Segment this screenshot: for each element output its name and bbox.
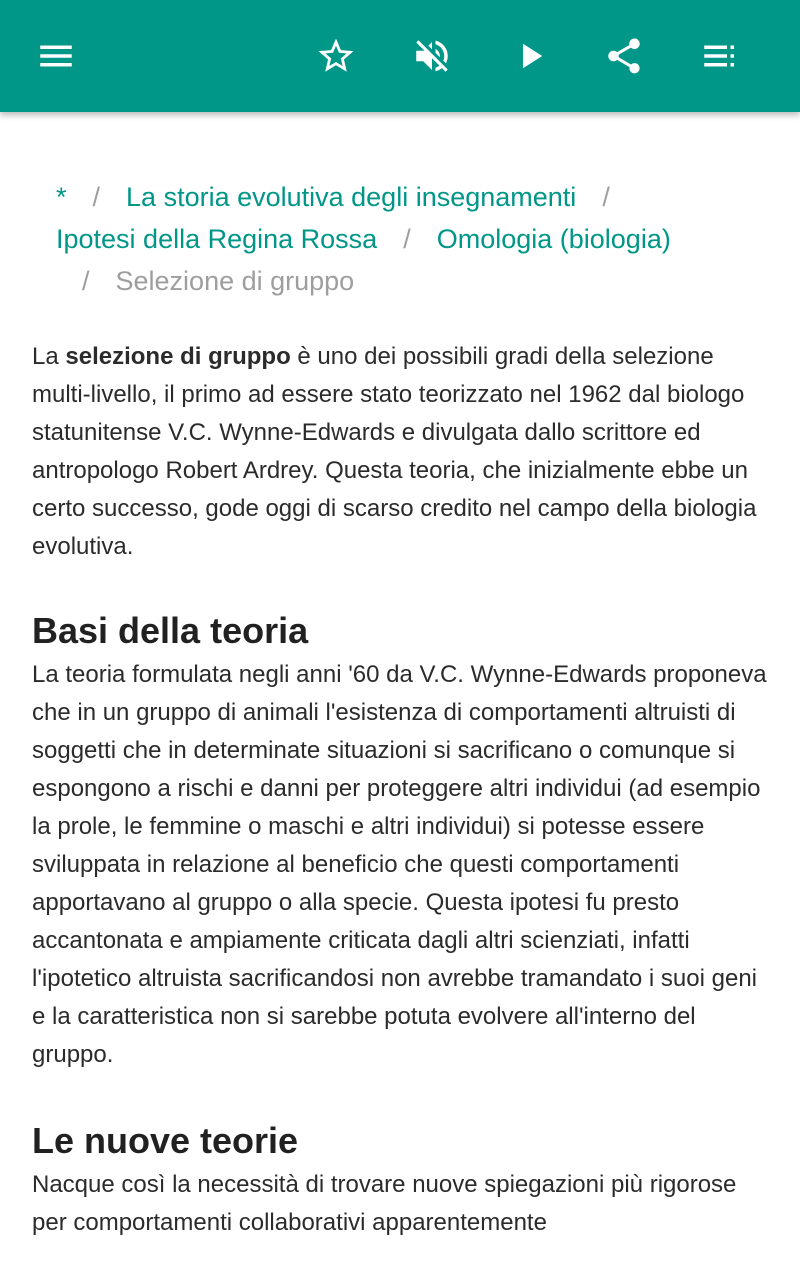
mute-button[interactable] xyxy=(404,28,460,84)
breadcrumb-current: Selezione di gruppo xyxy=(115,266,355,296)
play-icon xyxy=(509,35,551,77)
breadcrumb-separator: / xyxy=(403,224,411,254)
breadcrumb-item-regina-rossa[interactable]: Ipotesi della Regina Rossa xyxy=(56,224,378,254)
section-heading-nuove-teorie: Le nuove teorie xyxy=(32,1120,299,1161)
intro-text-after: è uno dei possibili gradi della selezione multi-livello, il primo ad essere stato teorizzato nel 1962 dal biologo statunitense V.C. Wynne-Edwards e divulgata dallo scrittore ed antropologo Robert Ardrey. Questa teoria, che inizialmente ebbe un certo successo, gode oggi di scarso credito nel campo della biologia evolutiva. xyxy=(32,343,757,560)
section-text-basi: La teoria formulata negli anni '60 da V.C. Wynne-Edwards proponeva che in un gruppo di animali l'esistenza di comportamenti altruisti di soggetti che in determinate situazioni si sacrificano o comunque si espongono a rischi e danni per proteggere altri individui (ad esempio la prole, le femmine o maschi e altri individui) si potesse essere sviluppata in relazione al beneficio che questi comportamenti apportavano al gruppo o alla specie. Questa ipotesi fu presto accantonata e ampiamente criticata dagli altri scienziati, infatti l'ipotetico altruista sacrificandosi non avrebbe tramandato i suoi geni e la caratteristica non si sarebbe potuta evolvere all'interno del gruppo. xyxy=(32,661,767,1068)
toc-button[interactable] xyxy=(692,28,748,84)
breadcrumb-separator: / xyxy=(602,182,610,212)
section-heading-basi: Basi della teoria xyxy=(32,610,309,651)
play-button[interactable] xyxy=(502,28,558,84)
article-body xyxy=(32,338,772,1242)
favorite-button[interactable] xyxy=(308,28,364,84)
breadcrumb-separator: / xyxy=(82,266,90,296)
app-toolbar xyxy=(0,0,800,112)
share-icon xyxy=(603,35,645,77)
breadcrumb-item-root[interactable]: * xyxy=(56,182,67,212)
volume-off-icon xyxy=(411,35,453,77)
share-button[interactable] xyxy=(596,28,652,84)
breadcrumb-line xyxy=(56,218,756,260)
breadcrumb-item-omologia[interactable]: Omologia (biologia) xyxy=(436,224,671,254)
intro-paragraph xyxy=(32,338,772,566)
breadcrumb xyxy=(56,176,756,302)
intro-text-before: La xyxy=(32,343,66,370)
intro-bold-term: selezione di gruppo xyxy=(65,343,291,370)
star-outline-icon xyxy=(315,35,357,77)
breadcrumb-line xyxy=(56,176,756,218)
list-icon xyxy=(699,35,741,77)
breadcrumb-separator: / xyxy=(92,182,101,212)
menu-button[interactable] xyxy=(28,28,84,84)
menu-icon xyxy=(35,35,77,77)
breadcrumb-line xyxy=(56,260,756,302)
article-content xyxy=(0,112,800,1280)
section-text-nuove-teorie: Nacque così la necessità di trovare nuove spiegazioni più rigorose per comportamenti collaborativi apparentemente xyxy=(32,1171,737,1236)
breadcrumb-item-storia[interactable]: La storia evolutiva degli insegnamenti xyxy=(126,182,577,212)
